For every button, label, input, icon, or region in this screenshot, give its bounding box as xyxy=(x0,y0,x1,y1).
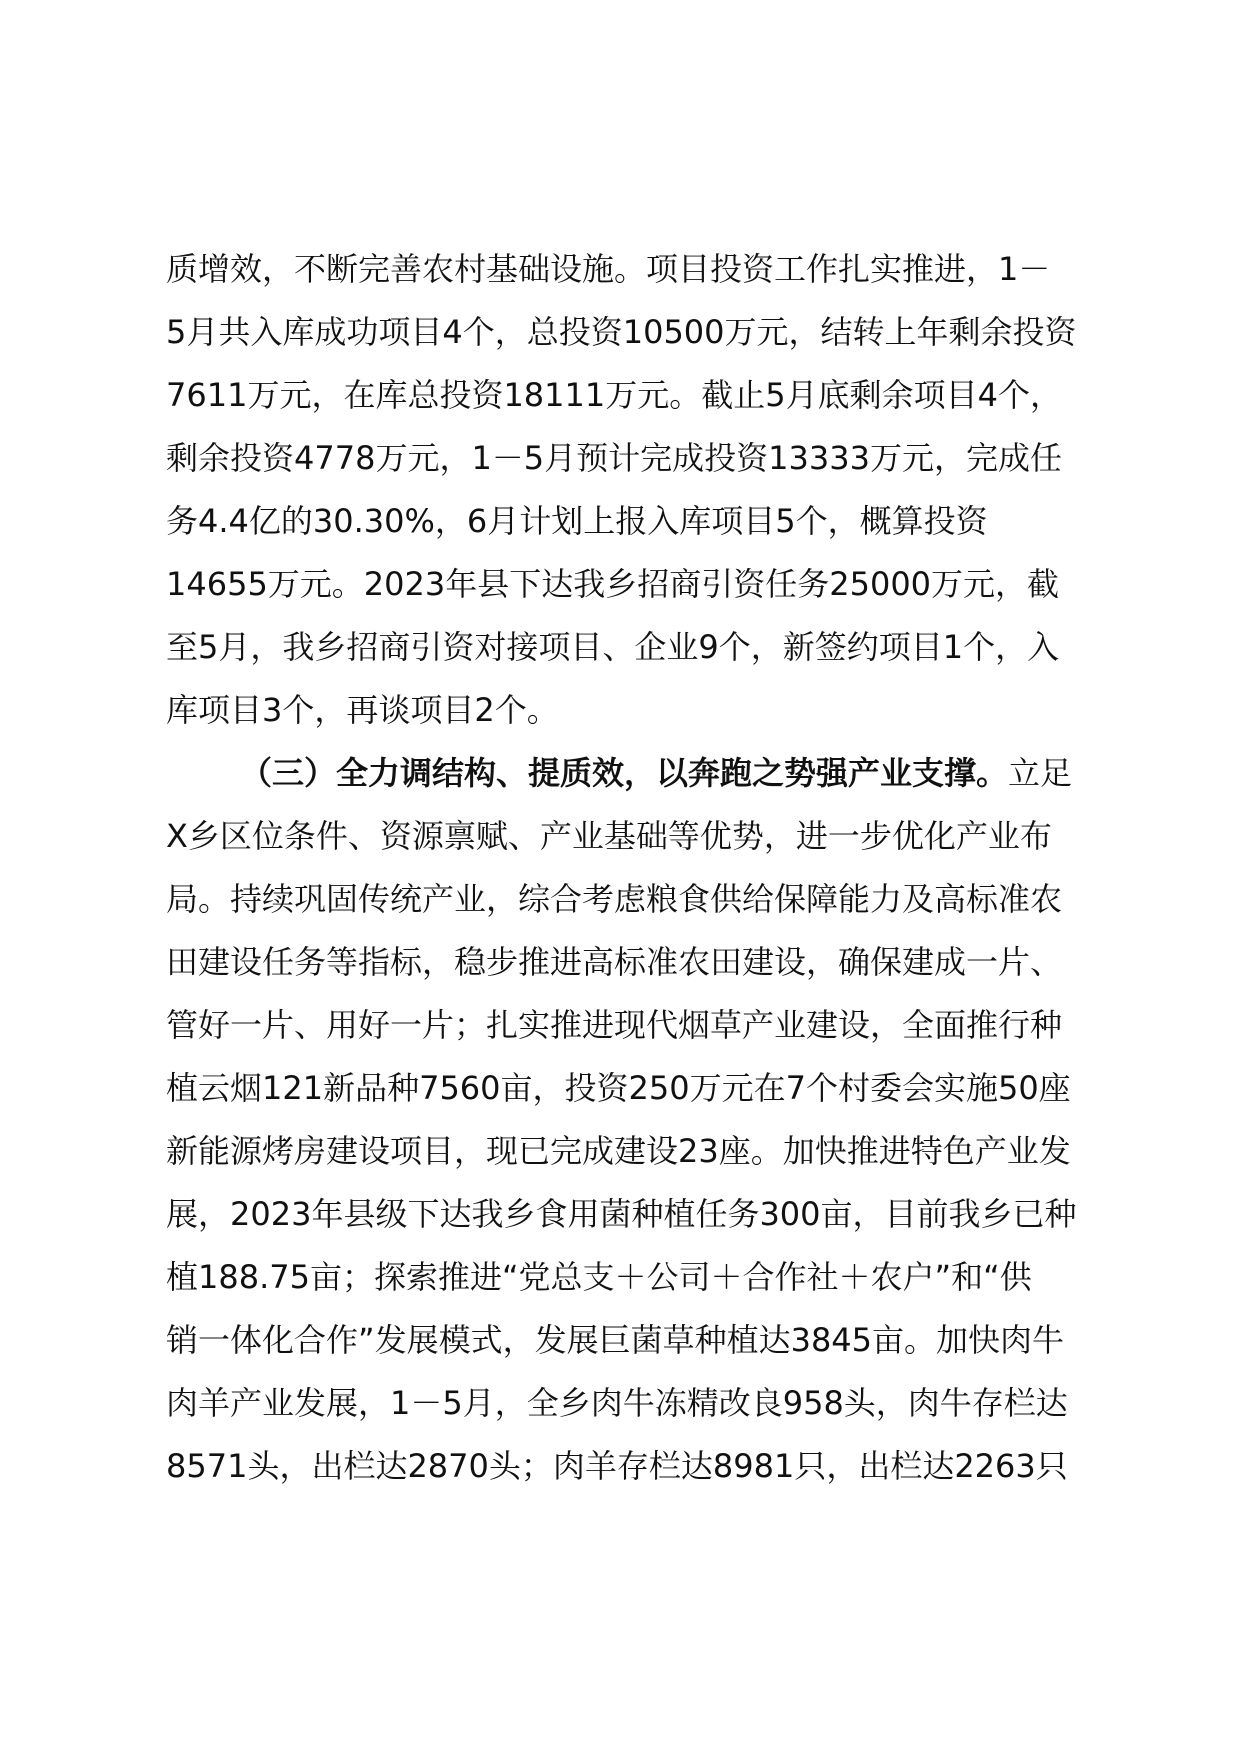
text-line: 肉羊产业发展，1－5月，全乡肉牛冻精改良958头，肉牛存栏达 xyxy=(166,1384,1068,1422)
text-line: 5月共入库成功项目4个，总投资10500万元，结转上年剩余投资 xyxy=(166,313,1077,351)
text-line: X乡区位条件、资源禀赋、产业基础等优势，进一步优化产业布 xyxy=(166,817,1052,855)
text-line: 质增效，不断完善农村基础设施。项目投资工作扎实推进，1－ xyxy=(166,250,1051,288)
text-line: 局。持续巩固传统产业，综合考虑粮食供给保障能力及高标准农 xyxy=(166,880,1063,918)
text-run: 立足 xyxy=(1008,754,1073,792)
text-line: 库项目3个，再谈项目2个。 xyxy=(166,691,559,729)
paragraph-investment xyxy=(166,238,1126,742)
text-line: 8571头，出栏达2870头；肉羊存栏达8981只，出栏达2263只 xyxy=(166,1447,1068,1485)
text-line: 14655万元。2023年县下达我乡招商引资任务25000万元，截 xyxy=(166,565,1060,603)
paragraph-industry xyxy=(166,742,1126,1498)
text-line: 至5月，我乡招商引资对接项目、企业9个，新签约项目1个，入 xyxy=(166,628,1060,666)
text-line: 7611万元，在库总投资18111万元。截止5月底剩余项目4个， xyxy=(166,376,1062,414)
section-heading: （三）全力调结构、提质效，以奔跑之势强产业支撑。 xyxy=(240,754,1009,792)
text-line: 务4.4亿的30.30%，6月计划上报入库项目5个，概算投资 xyxy=(166,502,988,540)
document-body xyxy=(166,238,1126,1498)
text-line: 田建设任务等指标，稳步推进高标准农田建设，确保建成一片、 xyxy=(166,943,1063,981)
text-line: 植云烟121新品种7560亩，投资250万元在7个村委会实施50座 xyxy=(166,1069,1071,1107)
text-line: 新能源烤房建设项目，现已完成建设23座。加快推进特色产业发 xyxy=(166,1132,1071,1170)
section-heading-line xyxy=(166,742,1126,805)
text-line: 展，2023年县级下达我乡食用菌种植任务300亩，目前我乡已种 xyxy=(166,1195,1077,1233)
text-line: 管好一片、用好一片；扎实推进现代烟草产业建设，全面推行种 xyxy=(166,1006,1063,1044)
text-line: 剩余投资4778万元，1－5月预计完成投资13333万元，完成任 xyxy=(166,439,1062,477)
text-line: 植188.75亩；探索推进“党总支＋公司＋合作社＋农户”和“供 xyxy=(166,1258,1032,1296)
text-line: 销一体化合作”发展模式，发展巨菌草种植达3845亩。加快肉牛 xyxy=(166,1321,1065,1359)
